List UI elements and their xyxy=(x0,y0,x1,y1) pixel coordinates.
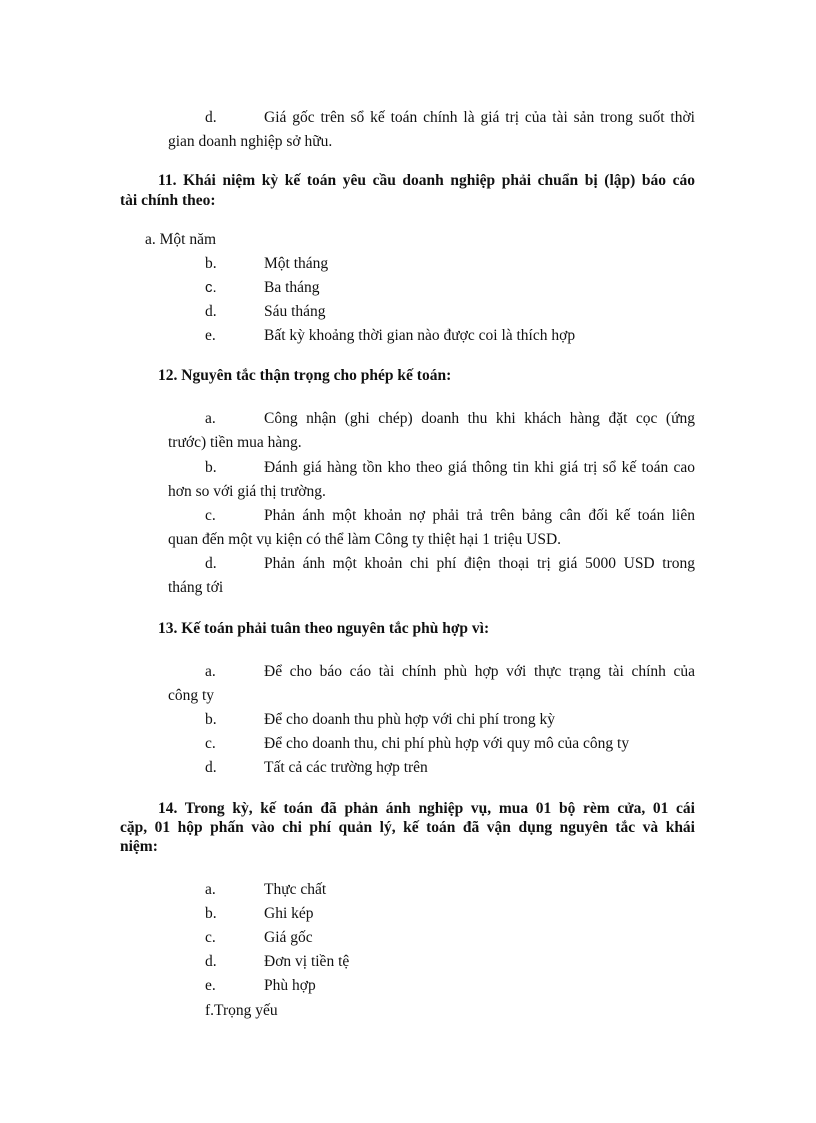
question-title: 11. Khái niệm kỳ kế toán yêu cầu doanh nghiệp phải chuẩn bị (lập) báo cáo xyxy=(158,172,695,189)
option-letter: b. xyxy=(205,905,217,922)
question-title: 12. Nguyên tắc thận trọng cho phép kế toán: xyxy=(158,367,452,384)
question-title: 13. Kế toán phải tuân theo nguyên tắc phù hợp vì: xyxy=(158,620,490,637)
option-text: Công nhận (ghi chép) doanh thu khi khách hàng đặt cọc (ứng xyxy=(264,410,695,427)
option-text: Phù hợp xyxy=(264,977,316,994)
option-letter: d. xyxy=(205,953,217,970)
option-letter: a. xyxy=(205,663,216,680)
option-text: Ghi kép xyxy=(264,905,314,922)
option-text-continuation: gian doanh nghiệp sở hữu. xyxy=(168,133,333,150)
option-a: a. Một năm xyxy=(145,231,217,248)
option-text: Giá gốc xyxy=(264,929,313,946)
option-text: Để cho doanh thu phù hợp với chi phí trong kỳ xyxy=(264,711,556,728)
option-letter: e. xyxy=(205,327,216,344)
option-text: Phản ánh một khoản chi phí điện thoại trị giá 5000 USD trong xyxy=(264,555,695,572)
option-letter: c. xyxy=(205,929,216,946)
question-title: 14. Trong kỳ, kế toán đã phản ánh nghiệp vụ, mua 01 bộ rèm cửa, 01 cái xyxy=(158,800,695,817)
option-text: Để cho báo cáo tài chính phù hợp với thực trạng tài chính của xyxy=(264,663,695,680)
option-text: Đánh giá hàng tồn kho theo giá thông tin khi giá trị sổ kế toán cao xyxy=(264,459,695,476)
option-text: Phản ánh một khoản nợ phải trả trên bảng cân đối kế toán liên xyxy=(264,507,695,524)
option-letter: c. xyxy=(205,279,217,296)
option-f: f.Trọng yếu xyxy=(205,1002,278,1019)
option-letter: b. xyxy=(205,711,217,728)
option-text-continuation: tháng tới xyxy=(168,579,224,596)
option-text: Một tháng xyxy=(264,255,329,272)
option-text-continuation: công ty xyxy=(168,687,215,704)
option-text: Ba tháng xyxy=(264,279,320,296)
question-title-continuation: niệm: xyxy=(120,838,158,855)
option-text: Sáu tháng xyxy=(264,303,326,320)
option-letter: b. xyxy=(205,255,217,272)
option-letter: d. xyxy=(205,303,217,320)
option-text-continuation: trước) tiền mua hàng. xyxy=(168,434,302,451)
option-text: Tất cả các trường hợp trên xyxy=(264,759,428,776)
option-letter: e. xyxy=(205,977,216,994)
question-title-continuation: cặp, 01 hộp phấn vào chi phí quản lý, kế toán đã vận dụng nguyên tắc và khái xyxy=(120,819,695,836)
option-letter: c. xyxy=(205,735,216,752)
option-letter: d. xyxy=(205,759,217,776)
option-text: Giá gốc trên sổ kế toán chính là giá trị của tài sản trong suốt thời xyxy=(264,109,695,126)
option-letter: a. xyxy=(205,881,216,898)
option-letter: c. xyxy=(205,507,216,524)
option-letter: d. xyxy=(205,555,217,572)
option-text: Đơn vị tiền tệ xyxy=(264,953,350,970)
option-text-continuation: quan đến một vụ kiện có thể làm Công ty thiệt hại 1 triệu USD. xyxy=(168,531,562,548)
option-letter: d. xyxy=(205,109,217,126)
option-text: Bất kỳ khoảng thời gian nào được coi là thích hợp xyxy=(264,327,576,344)
option-text: Thực chất xyxy=(264,881,327,898)
option-letter: a. xyxy=(205,410,216,427)
option-text-continuation: hơn so với giá thị trường. xyxy=(168,483,326,500)
option-letter: b. xyxy=(205,459,217,476)
question-title-continuation: tài chính theo: xyxy=(120,192,216,209)
option-text: Để cho doanh thu, chi phí phù hợp với quy mô của công ty xyxy=(264,735,630,752)
